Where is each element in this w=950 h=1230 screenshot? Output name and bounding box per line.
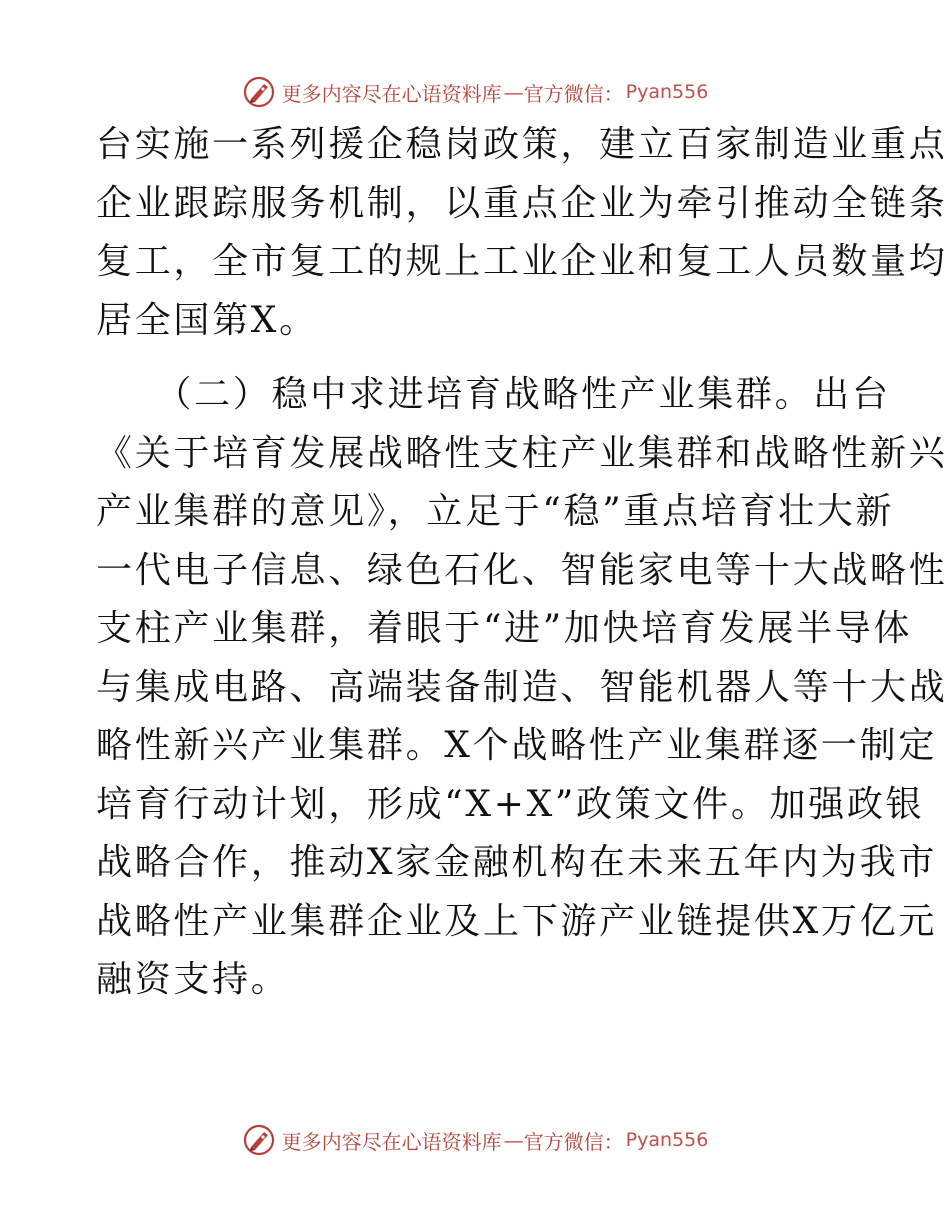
text-line: 与集成电路、高端装备制造、智能机器人等十大战 — [96, 666, 948, 708]
pen-circle-logo-icon — [242, 1123, 276, 1157]
banner-wechat-id: Pyan556 — [625, 81, 709, 103]
banner-text-main: 更多内容尽在心语资料库 — [281, 81, 502, 106]
paragraph-2 — [96, 366, 948, 1010]
text-line: 产业集群的意见》，立足于“稳”重点培育壮大新 — [96, 491, 895, 532]
text-line: 支柱产业集群，着眼于“进”加快培育发展半导体 — [96, 608, 913, 649]
pen-circle-logo-icon — [242, 75, 276, 109]
text-line: （二）稳中求进培育战略性产业集群。出台 — [96, 374, 891, 415]
banner-wechat-id: Pyan556 — [625, 1129, 709, 1151]
banner-dash: — — [503, 80, 522, 104]
text-line: 战略性产业集群企业及上下游产业链提供X万亿元 — [96, 900, 938, 942]
text-line: 战略合作，推动X家金融机构在未来五年内为我市 — [96, 842, 938, 883]
paragraph-gap — [96, 350, 856, 366]
paragraph-1 — [96, 116, 948, 350]
text-line: 融资支持。 — [96, 959, 290, 1000]
footer-banner — [0, 1120, 950, 1160]
text-line: 《关于培育发展战略性支柱产业集群和战略性新兴 — [96, 432, 948, 474]
header-banner — [0, 72, 950, 112]
text-line: 一代电子信息、绿色石化、智能家电等十大战略性 — [96, 549, 948, 591]
banner-text-right: 官方微信： — [523, 81, 624, 106]
text-line: 略性新兴产业集群。X个战略性产业集群逐一制定 — [96, 725, 938, 766]
text-line: 复工，全市复工的规上工业企业和复工人员数量均 — [96, 241, 948, 282]
document-body — [96, 116, 948, 1010]
text-line: 培育行动计划，形成“X+X”政策文件。加强政银 — [96, 783, 925, 825]
text-line: 企业跟踪服务机制，以重点企业为牵引推动全链条 — [96, 182, 948, 224]
text-line: 台实施一系列援企稳岗政策，建立百家制造业重点 — [96, 124, 948, 165]
banner-text-right: 官方微信： — [523, 1129, 624, 1154]
banner-text-main: 更多内容尽在心语资料库 — [281, 1129, 502, 1154]
banner-dash: — — [503, 1128, 522, 1152]
text-line: 居全国第X。 — [96, 299, 318, 341]
